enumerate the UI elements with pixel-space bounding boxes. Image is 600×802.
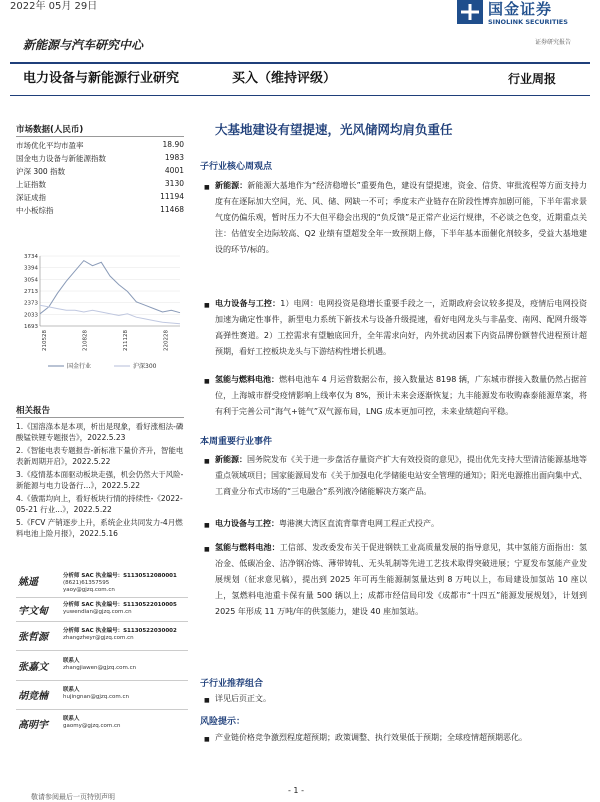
analyst-name: 张哲源 <box>18 632 48 643</box>
recommend-text: 详见后页正文。 <box>215 694 271 703</box>
analyst-license: 分析师 SAC 执业编号：S1130512080001 <box>63 573 177 579</box>
chart-legend-label: 国金行业 <box>67 363 92 370</box>
analyst-email[interactable]: zhangjiawen@gjzq.com.cn <box>63 665 137 671</box>
divider <box>16 136 184 137</box>
paragraph-new-energy <box>215 178 587 258</box>
bullet-icon: ■ <box>204 184 210 191</box>
related-report-link[interactable]: 5.《FCV 产销逐步上升，系统企业共同发力-4月燃料电池上险月报》，2022.5.16 <box>16 518 183 538</box>
bullet-icon: ■ <box>204 697 210 704</box>
market-data-row: 深证成指 11194 <box>16 192 184 202</box>
headline: 大基地建设有望提速，光风储网均肩负重任 <box>215 122 453 137</box>
company-logo <box>457 0 587 36</box>
event-new-energy <box>215 452 587 500</box>
analyst-name: 宇文甸 <box>18 606 48 617</box>
header-rule-bottom <box>10 95 590 96</box>
bullet-icon: ■ <box>204 458 210 465</box>
analyst-role: 联系人 <box>63 687 80 693</box>
chart-y-tick-label: 2033 <box>24 312 38 319</box>
divider <box>16 709 188 710</box>
chart-x-tick-label: 210828 <box>82 330 89 351</box>
para-lead: 电力设备与工控： <box>215 299 281 308</box>
market-data-row: 中小板综指 11468 <box>16 205 184 215</box>
divider <box>16 650 188 651</box>
para-body: 1）电网：电网投资是稳增长重要手段之一，近期政府会议较多提及，疫情后电网投资加速为确定性事件，新型电力系统下新技术与设备升级提速，看好电网龙头与非晶变、南网、配网升级等高弹性赛道。2）工控需求有望触底回升，全年需求向好，内外扰动因素下内资品牌份额替代进程预计超预期，看好工控板块龙头与下游结构性增长机遇。 <box>215 299 587 356</box>
analyst-email[interactable]: hujingnan@gjzq.com.cn <box>63 694 129 700</box>
report-date: 2022年 05月 29日 <box>10 1 98 12</box>
para-body: 新能源大基地作为“经济稳增长”重要角色，建设有望提速，资金、信贷、审批流程等方面支持力度有在逐际加大空间，光、风、储、网缺一不可；季度末产业链存在阶段性博弈加剧可能，下半年需求景气度仍偏乐观，暂时压力不大但平稳会出现的“负反馈”是正常产业运行规律，不必谈之色变，近期重点关注：估值安全边际较高、Q2 业绩有望超发全年一致预期上修，下半年基本面催化剂较多，受益大基地建设的环节/标的。 <box>215 181 587 254</box>
analyst-phone: (8621)61357595 <box>63 580 110 586</box>
chart-y-tick-label: 1693 <box>24 324 38 330</box>
section-heading: 子行业推荐组合 <box>200 679 264 689</box>
divider <box>16 417 184 418</box>
divider <box>16 621 188 622</box>
logo-subtitle: 证券研究报告 <box>535 39 572 46</box>
rating-badge: 买入（维持评级） <box>232 71 337 86</box>
para-lead: 氢能与燃料电池： <box>215 543 280 552</box>
chart-y-tick-label: 2713 <box>24 289 38 296</box>
analyst-role: 联系人 <box>63 716 80 722</box>
section-heading: 风险提示： <box>200 717 246 727</box>
report-title: 电力设备与新能源行业研究 <box>23 71 180 86</box>
logo-mark-icon <box>457 0 483 24</box>
related-report-link[interactable]: 3.《疫情基本面驱动板块走强，机会仍然大于风险-新能源与电力设备行...》，2022.5.22 <box>16 470 184 490</box>
analyst-name: 张嘉文 <box>18 662 48 673</box>
header-rule <box>10 62 590 64</box>
chart-legend-label: 沪深300 <box>133 363 157 370</box>
chart-x-tick-label: 220228 <box>163 330 170 351</box>
logo-text-en: SINOLINK SECURITIES <box>488 18 568 26</box>
market-data-title: 市场数据(人民币) <box>16 125 84 135</box>
chart-x-tick-label: 210528 <box>42 330 48 351</box>
para-lead: 新能源： <box>215 455 247 464</box>
related-report-link[interactable]: 2.《智能电表专题报告-新标准下量价齐升，智能电表新周期开启》，2022.5.22 <box>16 446 184 466</box>
section-heading: 子行业核心周观点 <box>200 162 273 172</box>
market-data-row: 沪深 300 指数 4001 <box>16 166 184 176</box>
chart-x-tick-label: 211128 <box>123 330 130 351</box>
analyst-email[interactable]: zhangzheyr@gjzq.com.cn <box>63 635 134 641</box>
paragraph-hydrogen <box>215 372 587 420</box>
market-data-row: 国金电力设备与新能源指数 1983 <box>16 153 184 163</box>
market-data-row: 上证指数 3130 <box>16 179 184 189</box>
related-report-link[interactable]: 1.《国溶涤本是本项，析出是现象，看好涨相法-磷酸锰铁锂专题报告》，2022.5.23 <box>16 422 184 442</box>
bullet-icon: ■ <box>204 378 210 385</box>
disclaimer-note: 敬请参阅最后一页特别声明 <box>31 793 115 801</box>
divider <box>16 597 188 598</box>
bullet-icon: ■ <box>204 736 210 743</box>
report-type: 行业周报 <box>508 72 557 86</box>
para-body: 燃料电池车 4 月运营数据公布，接入数量达 8198 辆，广东城市群接入数量仍然占据首位，上海城市群受疫情影响上线率仅为 8%，预计未来会逐渐恢复；九丰能源发布收购森泰能源草案，将有利于完善公司“海气+链气”双气源布局，LNG 成本更加可控，未来业绩超向平稳。 <box>215 375 588 416</box>
research-center-name: 新能源与汽车研究中心 <box>23 38 144 52</box>
chart-y-tick-label: 3054 <box>24 277 38 284</box>
analyst-license: 分析师 SAC 执业编号：S1130522010005 <box>63 602 177 608</box>
analyst-license: 分析师 SAC 执业编号：S1130522030002 <box>63 628 177 634</box>
analyst-email[interactable]: yuwendian@gjzq.com.cn <box>63 609 132 615</box>
page-number: - 1 - <box>288 786 304 795</box>
divider <box>16 680 188 681</box>
para-body: 粤港澳大湾区直流背靠背电网工程正式投产。 <box>279 519 439 528</box>
section-heading: 本周重要行业事件 <box>200 437 273 447</box>
bullet-icon: ■ <box>204 522 210 529</box>
analyst-name: 胡竞楠 <box>18 691 48 702</box>
para-body: 工信部、发改委发布关于促进钢铁工业高质量发展的指导意见，其中氢能方面指出：氢冶金、低碳冶金、洁净钢冶炼、薄带铸轧、无头轧制等先进工艺技术取得突破进展；宁夏发布氢能产业发展规划（征求意见稿），提出到 2025 年可再生能源制氢量达到 8 万吨以上，布局建设加氢站 10 座以上，氢燃料电池重卡保有量 500 辆以上；成都市经信局印发《成都市“十四五”能源发展规划》，计划到 2025 年形成 11 万吨/年的供氢能力，建设 40 座加氢站。 <box>215 543 588 616</box>
chart-y-tick-label: 3734 <box>24 254 38 260</box>
bullet-icon: ■ <box>204 302 210 309</box>
logo-text-cn: 国金证券 <box>488 0 553 18</box>
analyst-name: 姚遥 <box>18 577 38 588</box>
related-report-link[interactable]: 4.《俄需均向上，看好板块行情的持续性-《2022-05-21 行业...》，2022.5.22 <box>16 494 183 514</box>
para-lead: 氢能与燃料电池： <box>215 375 280 384</box>
para-lead: 电力设备与工控： <box>215 519 279 528</box>
chart-y-tick-label: 2373 <box>24 300 38 307</box>
chart-series-line <box>40 261 180 314</box>
market-data-row: 市场优化平均市盈率 18.90 <box>16 140 184 150</box>
para-body: 国务院发布《关于进一步盘活存量资产扩大有效投资的意见》，提出优先支持大型清洁能源基地等重点领域项目；国家能源局发布《关于加强电化学储能电站安全管理的通知》；阳光电源推出面向集中式、工商业分布式市场的“三电融合”系列液冷储能解决方案产品。 <box>215 455 587 496</box>
index-line-chart <box>16 248 184 376</box>
related-reports-title: 相关报告 <box>16 406 51 416</box>
para-lead: 新能源： <box>215 181 248 190</box>
analyst-email[interactable]: gaomy@gjzq.com.cn <box>63 723 121 729</box>
event-hydrogen <box>215 540 587 620</box>
bullet-icon: ■ <box>204 546 210 553</box>
event-power-equipment <box>215 516 587 532</box>
analyst-role: 联系人 <box>63 658 80 664</box>
analyst-email[interactable]: yaoy@gjzq.com.cn <box>63 587 115 593</box>
analyst-name: 高明宇 <box>18 720 48 731</box>
chart-y-tick-label: 3394 <box>24 265 38 272</box>
paragraph-power-equipment <box>215 296 587 360</box>
risk-text: 产业链价格竞争激烈程度超预期；政策调整、执行效果低于预期；全球疫情超预期恶化。 <box>215 733 527 742</box>
